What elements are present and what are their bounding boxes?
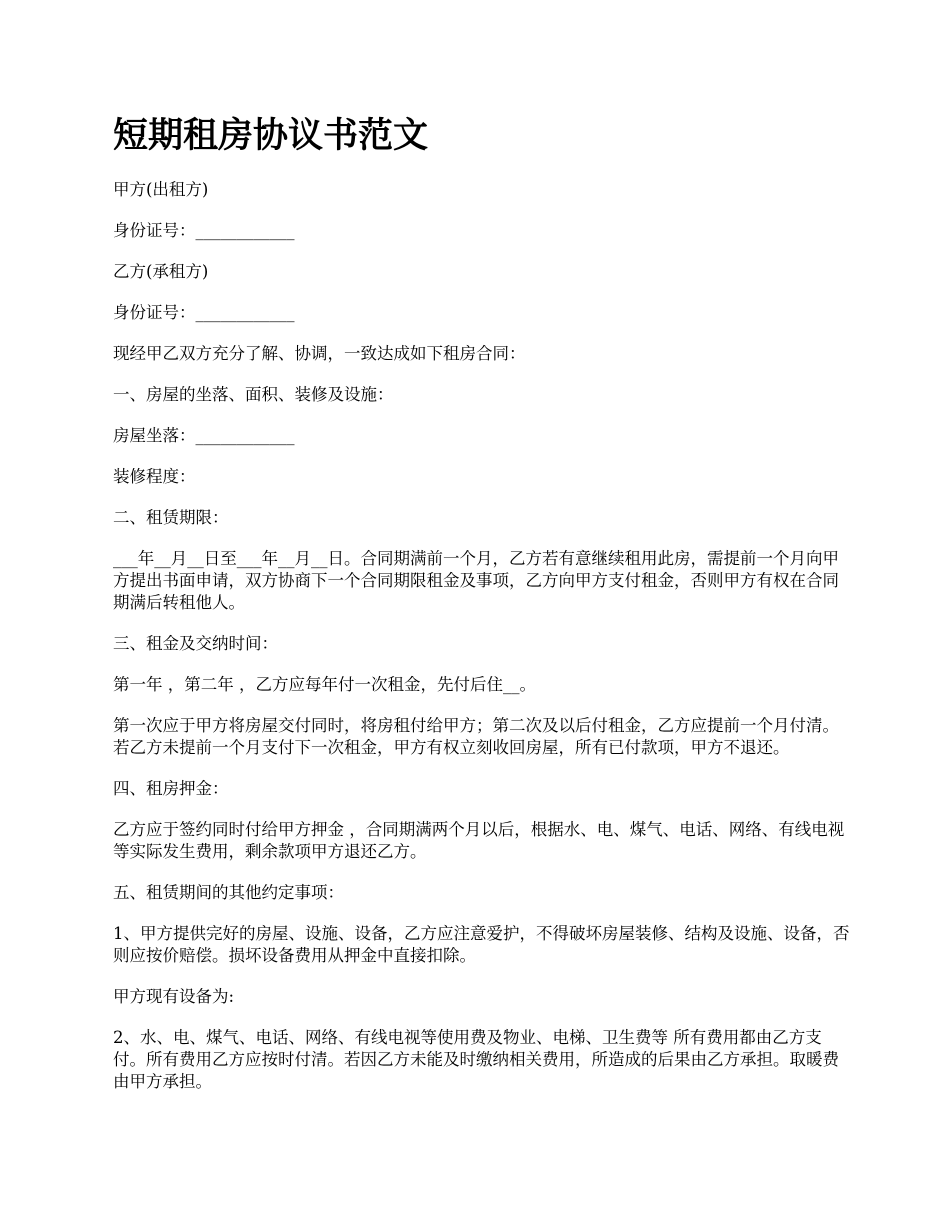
document-title: 短期租房协议书范文 [113,115,429,156]
house-location-field: 房屋坐落：____________ [113,426,295,445]
party-b-label: 乙方(承租方) [113,262,209,281]
party-b-id-field: 身份证号：____________ [113,303,295,322]
clause-1-paragraph: 1、甲方提供完好的房屋、设施、设备，乙方应注意爱护，不得破坏房屋装修、结构及设施、设备，否则应按价赔偿。损坏设备费用从押金中直接扣除。 [113,924,850,965]
party-a-id-field: 身份证号：____________ [113,221,295,240]
deposit-paragraph: 乙方应于签约同时付给甲方押金 ，合同期满两个月以后，根据水、电、煤气、电话、网络、有线电视等实际发生费用，剩余款项甲方退还乙方。 [113,820,845,861]
contract-intro: 现经甲乙双方充分了解、协调，一致达成如下租房合同： [113,344,526,363]
clause-2-paragraph: 2、水、电、煤气、电话、网络、有线电视等使用费及物业、电梯、卫生费等 所有费用都由乙方支付。所有费用乙方应按时付清。若因乙方未能及时缴纳相关费用，所造成的后果由乙方承担。取暖费由甲方承担。 [113,1028,839,1091]
section-3-heading: 三、租金及交纳时间： [113,634,278,653]
section-1-heading: 一、房屋的坐落、面积、装修及设施： [113,385,394,404]
section-4-heading: 四、租房押金： [113,779,229,798]
rent-payment-paragraph: 第一次应于甲方将房屋交付同时，将房租付给甲方；第二次及以后付租金，乙方应提前一个月付清。若乙方未提前一个月支付下一次租金，甲方有权立刻收回房屋，所有已付款项，甲方不退还。 [113,716,839,757]
document-page [113,112,853,1112]
lease-term-paragraph: ___年__月__日至___年__月__日。合同期满前一个月，乙方若有意继续租用此房，需提前一个月向甲方提出书面申请，双方协商下一个合同期限租金及事项，乙方向甲方支付租金，否则甲方有权在合同期满后转租他人。 [113,549,839,612]
section-2-heading: 二、租赁期限： [113,508,229,527]
party-a-label: 甲方(出租方) [113,180,209,199]
decoration-level-field: 装修程度： [113,467,196,486]
existing-equipment-label: 甲方现有设备为: [113,987,235,1006]
rent-amount-paragraph: 第一年 ，第二年 ，乙方应每年付一次租金，先付后住__。 [113,675,536,694]
section-5-heading: 五、租赁期间的其他约定事项： [113,883,344,902]
